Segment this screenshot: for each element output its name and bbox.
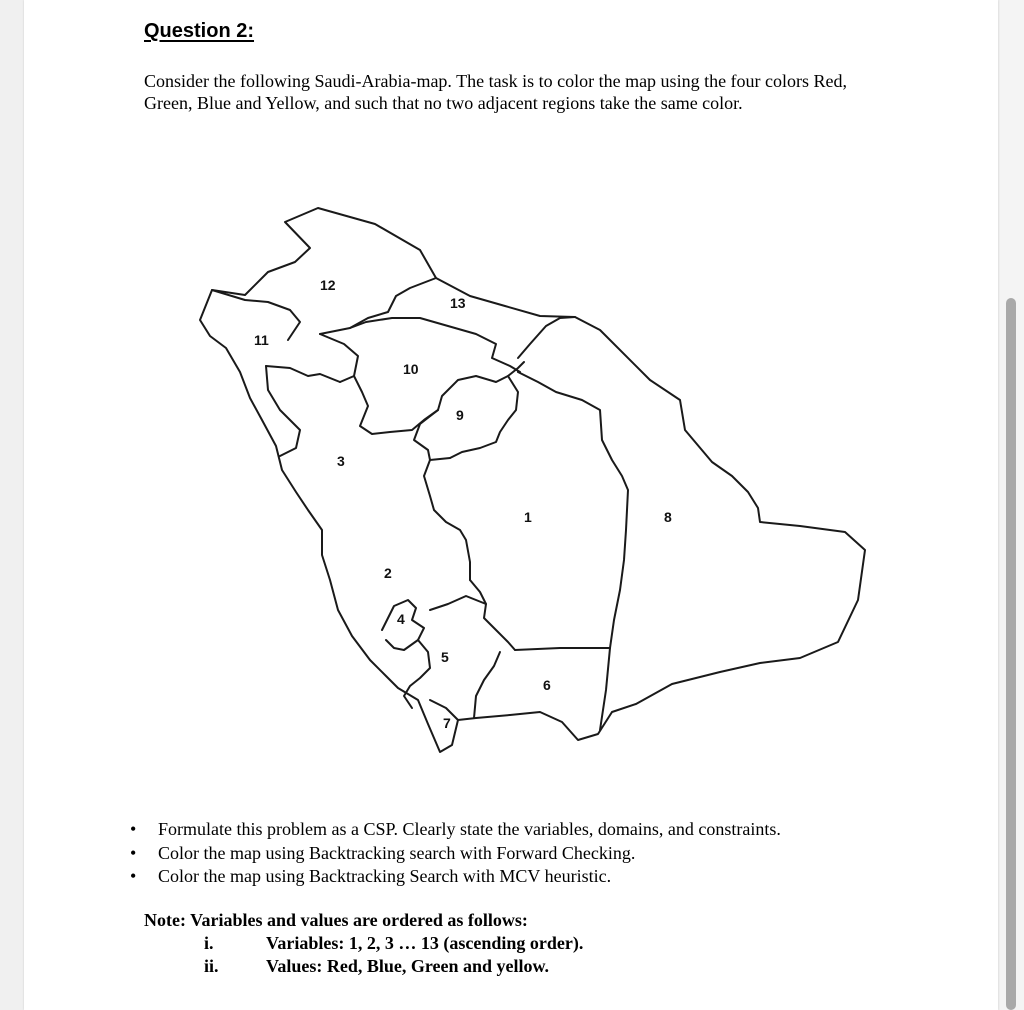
task-text: Color the map using Backtracking search with Forward Checking.	[158, 842, 636, 863]
border-13-8	[518, 317, 575, 358]
bullet-icon: •	[130, 819, 137, 839]
border-11-10	[320, 334, 358, 382]
task-item	[130, 842, 781, 866]
note-item	[204, 933, 583, 954]
note-item-text: Variables: 1, 2, 3 … 13 (ascending order).	[266, 933, 584, 953]
region-label-3: 3	[337, 453, 345, 469]
bullet-icon: •	[130, 842, 137, 863]
border-1-6	[515, 648, 610, 650]
note-item-number: i.	[204, 933, 214, 953]
border-12-13	[320, 278, 436, 334]
border-2-5	[430, 596, 486, 610]
border-2-1	[470, 580, 515, 650]
bullet-icon: •	[130, 866, 137, 886]
border-11-3	[266, 366, 340, 382]
region-label-10: 10	[403, 361, 419, 377]
region-label-1: 1	[524, 509, 532, 525]
task-list	[130, 818, 781, 889]
region-label-6: 6	[543, 677, 551, 693]
question-intro: Consider the following Saudi-Arabia-map. The task is to color the map using the four colors Red, Green, Blue and Yellow, and such that no two adjacent regions take the same color.	[144, 71, 848, 113]
border-10-9	[438, 362, 524, 410]
task-text: Color the map using Backtracking Search with MCV heuristic.	[158, 866, 612, 886]
border-3-2	[424, 460, 470, 580]
task-item	[130, 865, 781, 889]
border-3-left	[266, 366, 300, 456]
task-text: Formulate this problem as a CSP. Clearly state the variables, domains, and constraints.	[158, 819, 781, 839]
scrollbar-thumb[interactable]	[1006, 298, 1016, 1010]
border-9-3	[414, 410, 450, 460]
region-label-2: 2	[384, 565, 392, 581]
saudi-arabia-map	[190, 195, 880, 765]
border-4-5	[404, 640, 430, 708]
region-label-11: 11	[254, 332, 269, 348]
border-5-6	[474, 652, 500, 718]
region-label-9: 9	[456, 407, 464, 423]
region-label-7: 7	[443, 715, 451, 731]
border-1-8	[518, 372, 628, 648]
question-title: Question 2:	[144, 20, 255, 42]
region-label-5: 5	[441, 649, 449, 665]
note-item-number: ii.	[204, 956, 219, 976]
border-10-3	[354, 376, 438, 434]
map-outline	[200, 208, 865, 752]
note-item-text: Values: Red, Blue, Green and yellow.	[266, 956, 550, 976]
region-label-4: 4	[397, 611, 405, 627]
border-13-10	[350, 318, 520, 372]
note-item	[204, 956, 549, 977]
note-title: Note: Variables and values are ordered as follows:	[144, 910, 528, 930]
task-item	[130, 818, 781, 842]
region-label-8: 8	[664, 509, 672, 525]
region-label-12: 12	[320, 277, 336, 293]
region-label-13: 13	[450, 295, 466, 311]
